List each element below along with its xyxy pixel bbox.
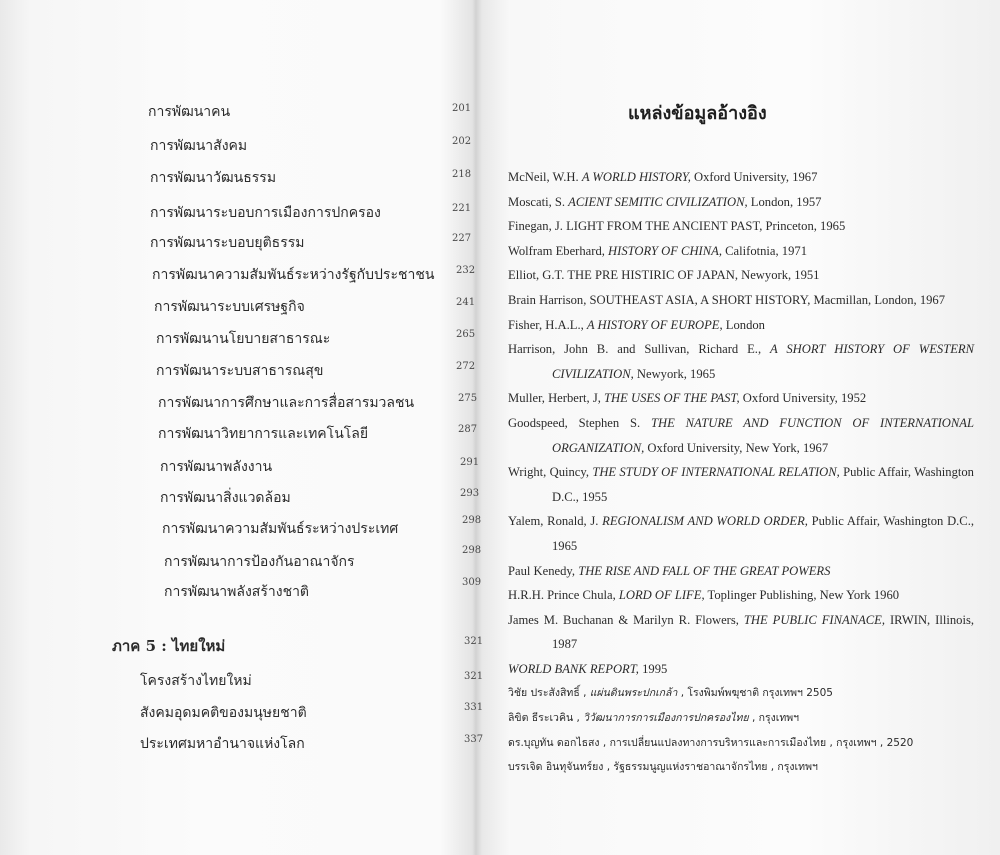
reference-item [508,411,974,460]
reference-title: LORD OF LIFE, [618,588,705,603]
reference-title: A HISTORY OF EUROPE, [586,317,723,332]
toc-page-number: 321 [464,671,484,682]
reference-text: Fisher, H.A.L., [508,317,587,332]
reference-text: Brain Harrison, SOUTHEAST ASIA, A SHORT HISTORY, Macmillan, London, 1967 [508,292,946,307]
toc-entry: การพัฒนาวิทยาการและเทคโนโลยี [158,426,369,442]
reference-title: THE NATURE AND FUNCTION OF INTERNATIONAL ORGANIZATION, [552,415,974,455]
reference-text: Harrison, John B. and Sullivan, Richard E., [508,342,771,357]
toc-page-number: 275 [458,393,478,404]
toc-page [0,0,484,855]
toc-page-number: 309 [462,577,482,588]
reference-text: Oxford University, New York, 1967 [644,440,829,455]
reference-title: THE PUBLIC FINANACE, [743,612,886,627]
reference-text: London, 1957 [747,194,822,209]
toc-entry: การพัฒนาความสัมพันธ์ระหว่างประเทศ [162,521,399,537]
reference-item [508,386,974,411]
toc-page-number: 293 [460,488,480,499]
reference-item [508,559,974,584]
toc-entry: การพัฒนาระบบสาธารณสุข [156,363,324,379]
toc-page-number: 291 [460,457,480,468]
reference-item [508,657,974,682]
reference-title: A SHORT HISTORY OF WESTERN CIVILIZATION, [552,342,975,381]
reference-item [508,731,974,756]
reference-text: Paul Kenedy, [508,563,579,578]
reference-title: A WORLD HISTORY, [581,170,691,184]
toc-page-number: 337 [464,734,484,745]
reference-title: แผ่นดินพระปกเกล้า [589,687,678,700]
reference-text: Wright, Quincy, [508,465,593,480]
toc-part-heading: ภาค 5 : ไทยใหม่ [112,637,226,655]
reference-text: Public Affair, Washington D.C., 1965 [552,514,975,553]
toc-entry: การพัฒนาพลังงาน [160,459,273,475]
reference-title: THE STUDY OF INTERNATIONAL RELATION, [592,465,840,480]
toc-entry: การพัฒนาวัฒนธรรม [150,170,277,186]
reference-text: ดร.บุญทัน ดอกไธสง , การเปลี่ยนแปลงทางการบริหารและการเมืองไทย , กรุงเทพฯ , 2520 [508,736,914,749]
toc-page-number: 287 [458,424,478,435]
reference-title: WORLD BANK REPORT, [508,661,639,676]
toc-entry: โครงสร้างไทยใหม่ [140,673,252,689]
toc-entry: การพัฒนาคน [148,104,231,120]
reference-text: Oxford University, 1952 [739,391,867,406]
reference-item [508,214,974,239]
toc-entry: การพัฒนานโยบายสาธารณะ [156,331,331,347]
toc-entry: การพัฒนาความสัมพันธ์ระหว่างรัฐกับประชาชน [152,267,435,283]
reference-item [508,608,974,657]
bibliography-heading: แหล่งข้อมูลอ้างอิง [628,103,767,124]
toc-page-number: 218 [452,169,472,180]
reference-text: วิชัย ประสังสิทธิ์ , [508,687,590,700]
reference-item [508,706,974,731]
reference-item [508,165,974,190]
reference-item [508,337,974,386]
toc-entry: การพัฒนาสิ่งแวดล้อม [160,490,291,506]
toc-page-number: 272 [456,361,476,372]
reference-text: Wolfram Eberhard, [508,243,609,258]
reference-text: ลิขิต ธีระเวคิน , [508,712,584,725]
reference-item [508,583,974,608]
reference-text: Califotnia, 1971 [722,243,807,258]
toc-page-number: 265 [456,329,476,340]
toc-page-number: 298 [462,515,482,526]
reference-text: Toplinger Publishing, New York 1960 [704,588,900,603]
reference-title: วิวัฒนาการการเมืองการปกครองไทย [583,712,749,725]
reference-title: ACIENT SEMITIC CIVILIZATION, [568,194,748,209]
toc-page-number: 232 [456,265,476,276]
reference-item [508,288,974,313]
reference-text: , โรงพิมพ์พฆุชาติ กรุงเทพฯ 2505 [677,687,833,700]
reference-text: 1995 [638,661,668,676]
reference-title: THE USES OF THE PAST, [604,391,740,406]
reference-text: Yalem, Ronald, J. [508,514,603,529]
toc-entry: ประเทศมหาอำนาจแห่งโลก [140,736,305,752]
reference-text: Public Affair, Washington D.C., 1955 [552,465,974,504]
reference-item [508,509,974,558]
reference-title: THE RISE AND FALL OF THE GREAT POWERS [578,563,831,578]
reference-text: McNeil, W.H. [508,170,582,184]
reference-item [508,460,974,509]
toc-page-number: 227 [452,233,472,244]
toc-entry: สังคมอุดมคติของมนุษยชาติ [140,705,307,721]
toc-page-number: 321 [464,636,484,647]
toc-entry: การพัฒนาระบบเศรษฐกิจ [154,299,305,315]
toc-entry: การพัฒนาการศึกษาและการสื่อสารมวลชน [158,395,415,411]
reference-title: HISTORY OF CHINA, [608,243,722,258]
toc-page-number: 298 [462,545,482,556]
reference-text: Finegan, J. LIGHT FROM THE ANCIENT PAST, Princeton, 1965 [508,219,846,234]
reference-text: Newyork, 1965 [633,366,716,381]
reference-text: IRWIN, Illinois, 1987 [552,612,975,652]
reference-item [508,239,974,264]
reference-title: REGIONALISM AND WORLD ORDER, [602,514,808,529]
toc-page-number: 241 [456,297,476,308]
bibliography-page [478,0,1000,855]
toc-entry: การพัฒนาสังคม [150,138,248,154]
reference-text: James M. Buchanan & Marilyn R. Flowers, [508,612,744,627]
reference-text: Elliot, G.T. THE PRE HISTIRIC OF JAPAN, Newyork, 1951 [508,268,820,283]
reference-text: Moscati, S. [508,194,569,209]
reference-item [508,190,974,215]
reference-item [508,681,974,706]
reference-item [508,313,974,338]
reference-text: Muller, Herbert, J, [508,391,605,406]
reference-text: London [722,317,765,332]
reference-text: H.R.H. Prince Chula, [508,588,619,603]
toc-entry: การพัฒนาระบอบการเมืองการปกครอง [150,205,381,221]
toc-entry: การพัฒนาพลังสร้างชาติ [164,584,310,600]
toc-page-number: 331 [464,702,484,713]
toc-entry: การพัฒนาการป้องกันอาณาจักร [164,554,355,570]
toc-entry: การพัฒนาระบอบยุติธรรม [150,235,305,251]
reference-text: บรรเจิด อินทุจันทร์ยง , รัฐธรรมนูญแห่งราชอาณาจักรไทย , กรุงเทพฯ [508,761,818,774]
reference-text: , กรุงเทพฯ [748,712,800,725]
reference-text: Oxford University, 1967 [690,170,818,184]
reference-item [508,755,974,780]
reference-item [508,263,974,288]
toc-page-number: 202 [452,136,472,147]
reference-text: Goodspeed, Stephen S. [508,415,651,430]
toc-page-number: 221 [452,203,472,214]
toc-page-number: 201 [452,103,472,114]
reference-list [508,165,974,780]
